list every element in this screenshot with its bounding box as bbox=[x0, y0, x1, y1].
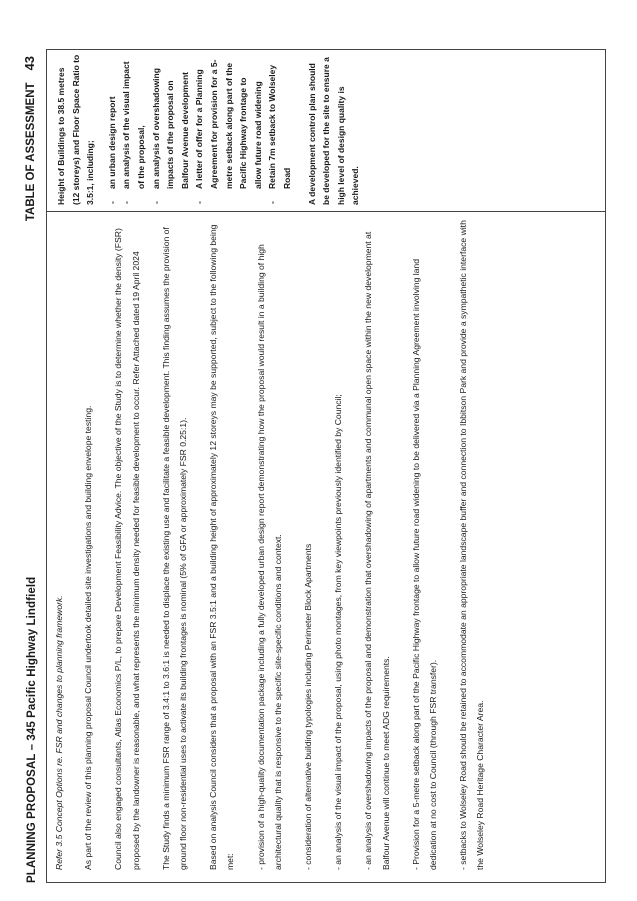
list-item: - an analysis of overshadowing impacts of the proposal on Balfour Avenue development bbox=[149, 54, 193, 205]
assessment-column bbox=[47, 211, 605, 882]
paragraph: - setbacks to Wolseley Road should be retained to accommodate an appropriate landscape buffer and connection to Ibbitson Park and provide a sympathetic interface with the Wolseley Road Heritage Character Area. bbox=[458, 220, 486, 870]
list-item: - A letter of offer for a Planning Agreement for provision for a 5-metre setback along part of the Pacific Highway frontage to allow future road widening bbox=[192, 54, 265, 205]
paragraph: Based on analysis Council considers that a proposal with an FSR 3.5:1 and a building height of approximately 12 storeys may be supported, subject to the following being met: bbox=[208, 224, 236, 870]
recommendation-column bbox=[47, 50, 605, 211]
paragraph: - an analysis of the visual impact of the proposal, using photo montages, from key viewpoints previously identified by Council; bbox=[333, 394, 344, 870]
paragraph: The Study finds a minimum FSR range of 3.4:1 to 3.6:1 is needed to displace the existing use and facilitate a feasible development. This finding assumes the provision of ground floor non-residential uses to activate its building frontages is nominal (5% of GFA or approximately FSR 0.25:1). bbox=[160, 227, 189, 870]
list-item: - an analysis of the visual impact of the proposal, bbox=[119, 54, 148, 205]
paragraph: - consideration of alternative building typologies including Perimeter Block Apartments bbox=[303, 543, 314, 870]
paragraph: Council also engaged consultants, Atlas Economics P/L, to prepare Development Feasibility Advice. The objective of the Study is to determine whether the density (FSR) proposed by the landowner is reasonable, and what represents the minimum density needed for feasible development to occur. Refer Attached dated 19 April 2024 bbox=[113, 228, 141, 870]
recommendation-lead: Height of Buildings to 38.5 metres (12 storeys) and Floor Space Ratio to 3.5:1, including; bbox=[56, 54, 96, 205]
paragraph: - an analysis of overshadowing impacts of the proposal and demonstration that overshadowing of apartments and communal open space within the new development at Balfour Avenue will continue to meet ADG requirements. bbox=[363, 231, 391, 870]
paragraph: - Provision for a 5-metre setback along part of the Pacific Highway frontage to allow future road widening to be delivered via a Planning Agreement involving land dedication at no cost to Council (through FSR transfer). bbox=[410, 259, 439, 870]
recommendation-closing: A development control plan should be developed for the site to ensure a high level of design quality is achieved. bbox=[306, 57, 361, 205]
paragraph: - provision of a high-quality documentation package including a fully developed urban design report demonstrating how the proposal would result in a building of high architectural quality that is responsive to the specific site-specific conditions and context. bbox=[255, 244, 283, 870]
list-item: - Retain 7m setback to Wolseley Road bbox=[265, 54, 294, 205]
assessment-table bbox=[46, 49, 606, 883]
page-number: 43 bbox=[22, 56, 37, 71]
intro-note: Refer 3.5 Concept Options re. FSR and changes to planning framework. bbox=[54, 595, 64, 870]
document-title: PLANNING PROPOSAL – 345 Pacific Highway Lindfield bbox=[26, 576, 38, 883]
list-item: - an urban design report bbox=[105, 54, 120, 205]
paragraph: As part of the review of this planning proposal Council undertook detailed site investigations and building envelope testing. bbox=[83, 405, 94, 870]
recommendation-list bbox=[105, 54, 295, 205]
section-header bbox=[22, 56, 37, 221]
section-title: TABLE OF ASSESSMENT bbox=[25, 82, 37, 222]
